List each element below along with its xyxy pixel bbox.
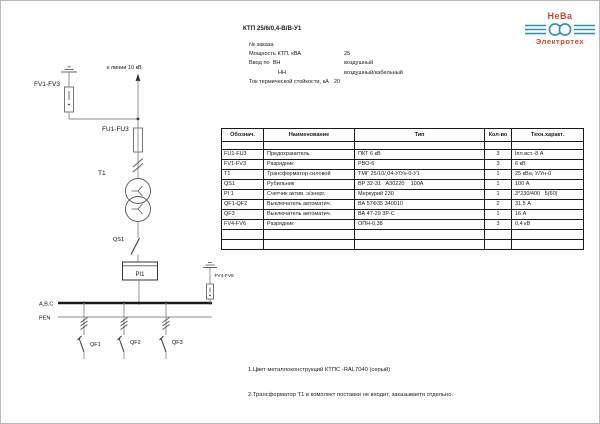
info-value: воздушный [344, 60, 374, 67]
footnotes [248, 350, 453, 416]
cell-name: Выключатель автоматич. [264, 200, 355, 209]
footnote-2: 2.Трансформатор Т1 в комплект поставки не входит, заказываетя отдельно. [248, 392, 454, 399]
cell-spec: 25 кВа, У/Ун-0 [515, 171, 552, 177]
table-row [222, 160, 583, 170]
cell-ref: T1 [222, 170, 264, 179]
cell-name: Разрядник [264, 160, 355, 169]
info-label: Мощность КТП, кВА [249, 51, 301, 58]
cell-qty: 1 [485, 180, 512, 189]
table-header-row [222, 129, 583, 142]
table-row [222, 220, 583, 230]
table-blank-row [222, 142, 583, 150]
cell-ref: QS1 [222, 180, 264, 189]
meter-pi1-symbol [123, 262, 158, 303]
busbar-abc-label: A,B,C [39, 301, 54, 308]
col-header-type: Тип [355, 129, 485, 141]
table-row [222, 150, 583, 160]
switch-qs1-label: QS1 [113, 237, 125, 243]
table-row [222, 170, 583, 180]
table-row [222, 180, 583, 190]
info-label: № заказа [249, 42, 274, 48]
cell-name: Разрядник [264, 220, 355, 229]
arrester-fv1-label: FV1-FV3 [34, 81, 61, 88]
meter-pi1-label: PI1 [135, 271, 145, 278]
cell-type: ОПН-0,38 [355, 220, 485, 229]
table-row [222, 200, 583, 210]
cell-spec: 6 кВ [515, 161, 526, 167]
cell-name: Счетчик актив. э/энерг. [264, 190, 355, 199]
cell-type: ПКТ 6 кВ [355, 150, 485, 159]
equipment-table [221, 128, 584, 250]
cell-name: Рубильник [264, 180, 355, 189]
cell-ref: QF3 [222, 210, 264, 219]
arrester-fv1-symbol [61, 67, 138, 119]
logo-text-bottom: Электротех [535, 37, 585, 46]
cell-qty: 1 [485, 190, 512, 199]
cell-ref: FU1-FU3 [222, 150, 264, 159]
busbar-pen-label: PEN [39, 315, 51, 322]
info-value: 25 [344, 51, 351, 58]
info-label: НН [278, 69, 287, 76]
col-header-name: Наименование [264, 129, 355, 141]
incoming-line-label: к линии 10 кВ [107, 65, 142, 71]
cell-spec: 100 А [515, 181, 530, 187]
footnote-1: 1.Цвет металлоконструкций КТПС -RAL7040 (серый) [248, 367, 391, 374]
switch-qs1-symbol [131, 222, 140, 263]
cell-qty: 3 [485, 160, 512, 169]
incoming-arrow-icon [136, 74, 141, 120]
breaker-qf2-label: QF2 [130, 340, 141, 346]
cell-qty: 3 [485, 150, 512, 159]
breaker-qf1-label: QF1 [90, 342, 101, 348]
info-label: Ток термической стойкости, кА [249, 78, 329, 85]
cell-type: Меркурий 230 [355, 190, 485, 199]
info-label: Ввод по ВН [249, 60, 281, 67]
cell-type: ВА 47-29 3Р-С [355, 210, 485, 219]
page-title: КТП 25/6/0,4-В/В-У1 [243, 25, 302, 32]
table-blank-row [222, 230, 583, 240]
cell-name: Трансформатор силовой [264, 170, 355, 179]
feeder-qf2-symbol [118, 303, 128, 359]
breaker-qf3-label: QF3 [172, 340, 183, 346]
cell-qty: 1 [485, 210, 512, 219]
arrester-fv4-label: FV4-FV6 [214, 274, 234, 279]
cell-type: ТМГ 25/10/,04-У/Ун-0-У1 [355, 170, 485, 179]
table-row [222, 210, 583, 220]
cell-spec: Iпл.вст.-8 А [515, 151, 544, 157]
table-row [222, 190, 583, 200]
cell-ref: FV4-FV6 [222, 220, 264, 229]
cell-spec: 31,5 А [515, 201, 531, 207]
col-header-ref: Обознач. [222, 129, 264, 141]
info-value: 20 [333, 78, 341, 85]
cell-type: РВО-6 [355, 160, 485, 169]
info-value: воздушный/кабельный [344, 69, 403, 76]
col-header-spec: Техн.характ. [530, 132, 564, 138]
col-header-qty: Кол-во [485, 129, 512, 141]
transformer-t1-symbol [126, 179, 151, 222]
cell-qty: 3 [485, 220, 512, 229]
cell-ref: QF1-QF2 [222, 200, 264, 209]
feeder-qf3-symbol [160, 303, 170, 359]
cell-ref: PI 1 [222, 190, 264, 199]
cell-qty: 2 [485, 200, 512, 209]
transformer-t1-label: T1 [98, 170, 106, 177]
cell-name: Предохранитель [264, 150, 355, 159]
feeder-qf1-symbol [78, 303, 88, 359]
cell-spec: 3*230/400 5(60) [515, 191, 558, 197]
junction-dot [138, 302, 141, 305]
cell-qty: 1 [485, 170, 512, 179]
cell-ref: FV1-FV3 [222, 160, 264, 169]
cell-type: ВА 57Ф35 340010 [355, 200, 485, 209]
table-blank-row [222, 240, 583, 249]
cell-name: Выключатель автоматич. [264, 210, 355, 219]
cell-type: ВР 32-31 А30220 100А [355, 180, 485, 189]
cell-spec: 16 А [515, 211, 527, 217]
cell-spec: 0,4 кВ [515, 221, 531, 227]
arrester-fv4-symbol [203, 263, 217, 304]
fuse-fu1-symbol [133, 119, 143, 179]
logo-text-top: НеВа [547, 11, 573, 21]
fuse-fu1-label: FU1-FU3 [102, 126, 129, 133]
